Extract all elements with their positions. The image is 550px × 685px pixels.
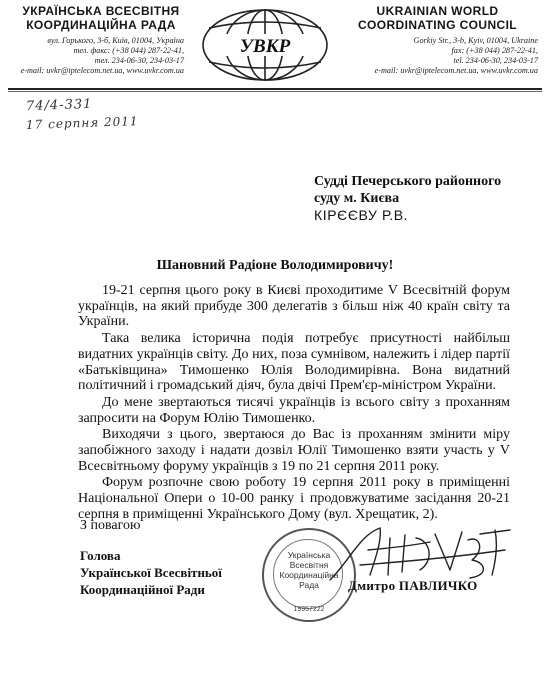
org-name-ua-line1: УКРАЇНСЬКА ВСЕСВІТНЯ [22,4,180,18]
org-name-ua-line2: КООРДИНАЦІЙНА РАДА [26,18,176,32]
closing: З повагою [80,518,141,533]
seal-line2: Всесвітня [289,560,329,570]
letterhead-divider-thin [8,91,542,92]
paragraph-5: Форум розпочне свою роботу 19 серпня 2011 року в приміщенні Національної Опери о 10-00 ранку і продовжуватиме засідання 20-21 серпня в приміщенні Українського Дому (вул. Хрещатик, 2). [78,475,510,522]
email-ua: e-mail: uvkr@iptelecom.net.ua, www.uvkr.com.ua [20,66,184,75]
paragraph-4: Виходячи з цього, звертаюся до Вас із проханням змінити міру запобіжного заходу і надати дозвіл Юлії Тимошенко взяти участь у V Всесвітньому форуму українців з 19 по 21 серпня 2011 року. [78,427,510,474]
letter-body [78,283,510,524]
fax-en: fax: (+38 044) 287-22-41, [451,46,538,55]
addressee [314,173,501,224]
tel-en: tel. 234-06-30, 234-03-17 [453,56,538,65]
signatory-name: Дмитро ПАВЛИЧКО [348,578,478,593]
signatory-title-line3: Координаційної Ради [80,582,205,597]
paragraph-2: Така велика історична подія потребує присутності найбільш видатних українців світу. До них, поза сумнівом, належить і лідер партії «Батьківщина» Тимошенко Юлія Володимирівна. Вона видатний політичний і громадський діяч, була двічі Прем'єр-міністром України. [78,331,510,394]
org-name-en-line2: COORDINATING COUNCIL [357,18,518,32]
seal-number: 19957222 [293,606,325,613]
paragraph-3: До мене звертаються тисячі українців із всього світу з проханням запросити на Форум Юлію Тимошенко. [78,394,510,426]
signatory-title-line1: Голова [80,548,121,563]
letterhead-ua [10,4,192,76]
logo-text: УВКР [239,36,291,57]
addressee-line1: Судді Печерського районного [314,174,502,189]
seal-line1: Українська [287,550,331,560]
seal-line3: Координаційна [279,570,339,580]
addressee-line3: КІРЄЄВУ Р.В. [314,207,409,223]
uvkr-logo [195,6,335,84]
handwritten-ref: 74/4-331 [25,96,93,115]
address-en: Gorkiy Str., 3-b, Kyiv, 01004, Ukraine [413,36,538,45]
phone-fax-ua: тел. факс: (+38 044) 287-22-41, [73,46,184,55]
seal-line4: Рада [299,580,319,590]
handwritten-date: 17 серпня 2011 [25,114,139,132]
phones-ua: тел. 234-06-30, 234-03-17 [94,56,184,65]
email-en: e-mail: uvkr@iptelecom.net.ua, www.uvkr.com.ua [374,66,538,75]
letterhead-en [335,4,540,76]
org-name-en-line1: UKRAINIAN WORLD [376,4,499,18]
letterhead-divider [8,88,542,90]
signatory-title [80,547,222,598]
paragraph-1: 19-21 серпня цього року в Києві проходитиме V Всесвітній форум українців, на який прибуде 300 делегатів з більш ніж 40 країн світу та України. [78,283,510,330]
greeting: Шановний Радіоне Володимировичу! [156,258,394,273]
address-ua: вул. Горького, 3-б, Київ, 01004, Україна [47,36,184,45]
addressee-line2: суду м. Києва [314,191,400,206]
signatory-title-line2: Української Всесвітньої [80,565,222,580]
